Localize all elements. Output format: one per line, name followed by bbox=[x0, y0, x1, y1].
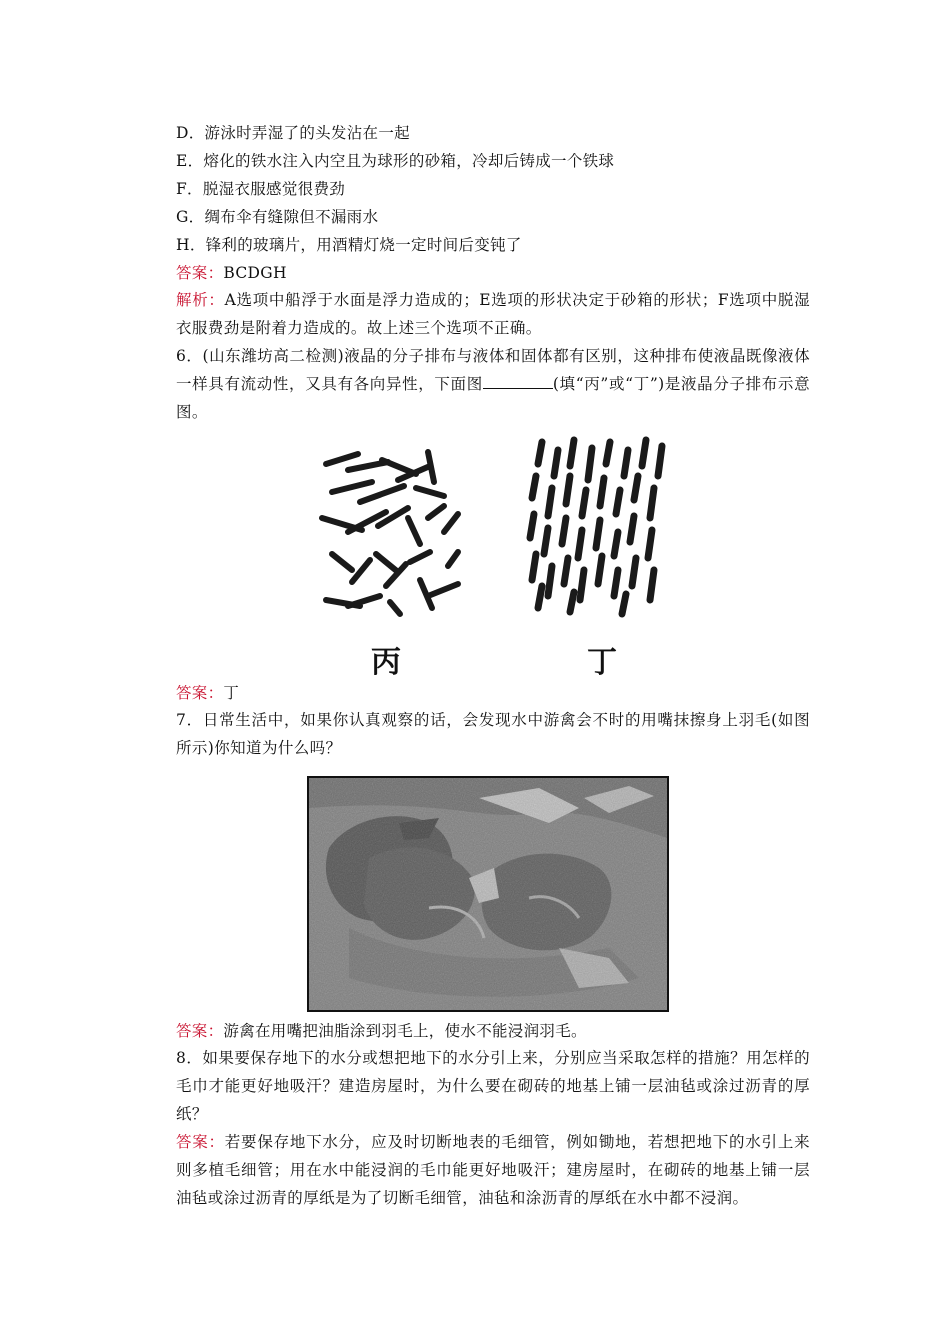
molecule-stick bbox=[544, 528, 548, 554]
option-d: D．游泳时弄湿了的头发沾在一起 bbox=[176, 124, 410, 142]
q6-answer bbox=[176, 683, 239, 703]
molecule-stick bbox=[650, 570, 654, 600]
question-6-text-before: 6．(山东潍坊高二检测)液晶的分子排布与液体和固体都有区别，这种排布使液晶既像液体一样具有流动性，又具有各向异性，下面图 bbox=[176, 347, 810, 394]
molecule-stick bbox=[578, 530, 582, 558]
answer-label: 答案： bbox=[176, 1022, 224, 1040]
molecule-stick bbox=[564, 558, 568, 584]
molecule-stick bbox=[326, 454, 358, 464]
molecule-stick bbox=[538, 586, 542, 608]
answer-text: BCDGH bbox=[223, 264, 287, 282]
molecule-stick bbox=[600, 478, 604, 506]
molecule-stick bbox=[648, 530, 652, 558]
molecule-stick bbox=[570, 440, 574, 466]
answer-text: 丁 bbox=[223, 684, 240, 702]
molecule-stick bbox=[376, 554, 398, 572]
molecule-stick bbox=[562, 518, 566, 544]
molecule-stick bbox=[614, 570, 618, 596]
molecule-stick bbox=[532, 476, 536, 498]
question-7 bbox=[142, 706, 810, 762]
option-h: H．锋利的玻璃片，用酒精灯烧一定时间后变钝了 bbox=[176, 236, 522, 254]
molecule-stick bbox=[410, 552, 430, 562]
molecule-stick bbox=[588, 448, 592, 480]
molecule-stick bbox=[548, 488, 552, 516]
molecule-stick bbox=[566, 476, 570, 504]
ordered-molecules-figure bbox=[530, 440, 662, 614]
molecule-stick bbox=[624, 450, 628, 476]
molecule-stick bbox=[538, 442, 542, 464]
molecule-stick bbox=[582, 490, 586, 516]
answer-label: 答案： bbox=[176, 1133, 225, 1151]
molecule-stick bbox=[348, 596, 380, 606]
q7-answer bbox=[176, 1021, 587, 1041]
molecule-stick bbox=[598, 556, 602, 584]
molecule-arrangement-figure bbox=[312, 436, 672, 626]
molecule-stick bbox=[444, 514, 458, 532]
molecule-stick bbox=[428, 584, 458, 596]
option-e: E．熔化的铁水注入内空且为球形的砂箱，冷却后铸成一个铁球 bbox=[176, 152, 615, 170]
answer-label: 答案： bbox=[176, 684, 224, 702]
molecule-stick bbox=[658, 446, 662, 476]
molecule-stick bbox=[570, 592, 574, 612]
option-f: F．脱湿衣服感觉很费劲 bbox=[176, 180, 346, 198]
molecule-stick bbox=[642, 440, 646, 466]
molecule-stick bbox=[332, 482, 372, 492]
option-g: G．绸布伞有缝隙但不漏雨水 bbox=[176, 208, 379, 226]
question-8 bbox=[142, 1044, 810, 1129]
molecule-stick bbox=[580, 570, 584, 600]
molecule-stick bbox=[390, 602, 400, 614]
molecule-stick bbox=[332, 554, 352, 570]
answer-text: 若要保存地下水分，应及时切断地表的毛细管，例如锄地，若想把地下的水引上来则多植毛细管；用在水中能浸润的毛巾能更好地吸汗；建房屋时，在砌砖的地基上铺一层油毡或涂过沥青的厚纸是为了切断毛细管，油毡和涂沥青的厚纸在水中都不浸润。 bbox=[176, 1133, 810, 1208]
figure-label-bing: 丙 bbox=[371, 645, 401, 680]
answer-blank bbox=[483, 374, 553, 389]
molecule-stick bbox=[632, 558, 636, 586]
q8-answer bbox=[142, 1128, 810, 1213]
waterfowl-photo bbox=[307, 776, 669, 1012]
molecule-stick bbox=[622, 594, 626, 614]
question-7-text: 7．日常生活中，如果你认真观察的话，会发现水中游禽会不时的用嘴抹擦身上羽毛(如图所示)你知道为什么吗？ bbox=[176, 711, 810, 758]
molecule-stick bbox=[630, 516, 634, 542]
q5-answer bbox=[176, 263, 287, 283]
figure-label-ding: 丁 bbox=[587, 645, 617, 680]
q5-analysis bbox=[142, 286, 810, 342]
molecule-stick bbox=[532, 554, 536, 580]
molecule-stick bbox=[360, 486, 404, 502]
molecule-stick bbox=[408, 518, 420, 544]
molecule-stick bbox=[530, 514, 534, 538]
analysis-label: 解析： bbox=[176, 291, 225, 309]
analysis-text: A选项中船浮于水面是浮力造成的；E选项的形状决定于砂箱的形状；F选项中脱湿衣服费劲是附着力造成的。故上述三个选项不正确。 bbox=[176, 291, 810, 338]
molecule-stick bbox=[616, 490, 620, 514]
molecule-stick bbox=[614, 532, 618, 556]
molecule-stick bbox=[650, 488, 654, 518]
question-8-text: 8．如果要保存地下的水分或想把地下的水分引上来，分别应当采取怎样的措施？用怎样的毛巾才能更好地吸汗？建造房屋时，为什么要在砌砖的地基上铺一层油毡或涂过沥青的厚纸？ bbox=[176, 1049, 810, 1124]
molecule-stick bbox=[428, 452, 434, 482]
molecule-stick bbox=[428, 506, 444, 518]
molecule-stick bbox=[448, 552, 458, 566]
answer-text: 游禽在用嘴把油脂涂到羽毛上，使水不能浸润羽毛。 bbox=[223, 1022, 587, 1040]
disordered-molecules-figure bbox=[322, 452, 458, 614]
molecule-stick bbox=[548, 566, 552, 596]
molecule-stick bbox=[596, 520, 600, 548]
molecule-stick bbox=[634, 476, 638, 500]
question-6-text-after: (填“丙”或“丁”)是液晶分子排布示意图。 bbox=[176, 375, 810, 422]
answer-label: 答案： bbox=[176, 264, 224, 282]
molecule-stick bbox=[606, 442, 610, 464]
molecule-stick bbox=[554, 450, 558, 476]
molecule-stick bbox=[416, 488, 444, 496]
question-6 bbox=[142, 342, 810, 427]
